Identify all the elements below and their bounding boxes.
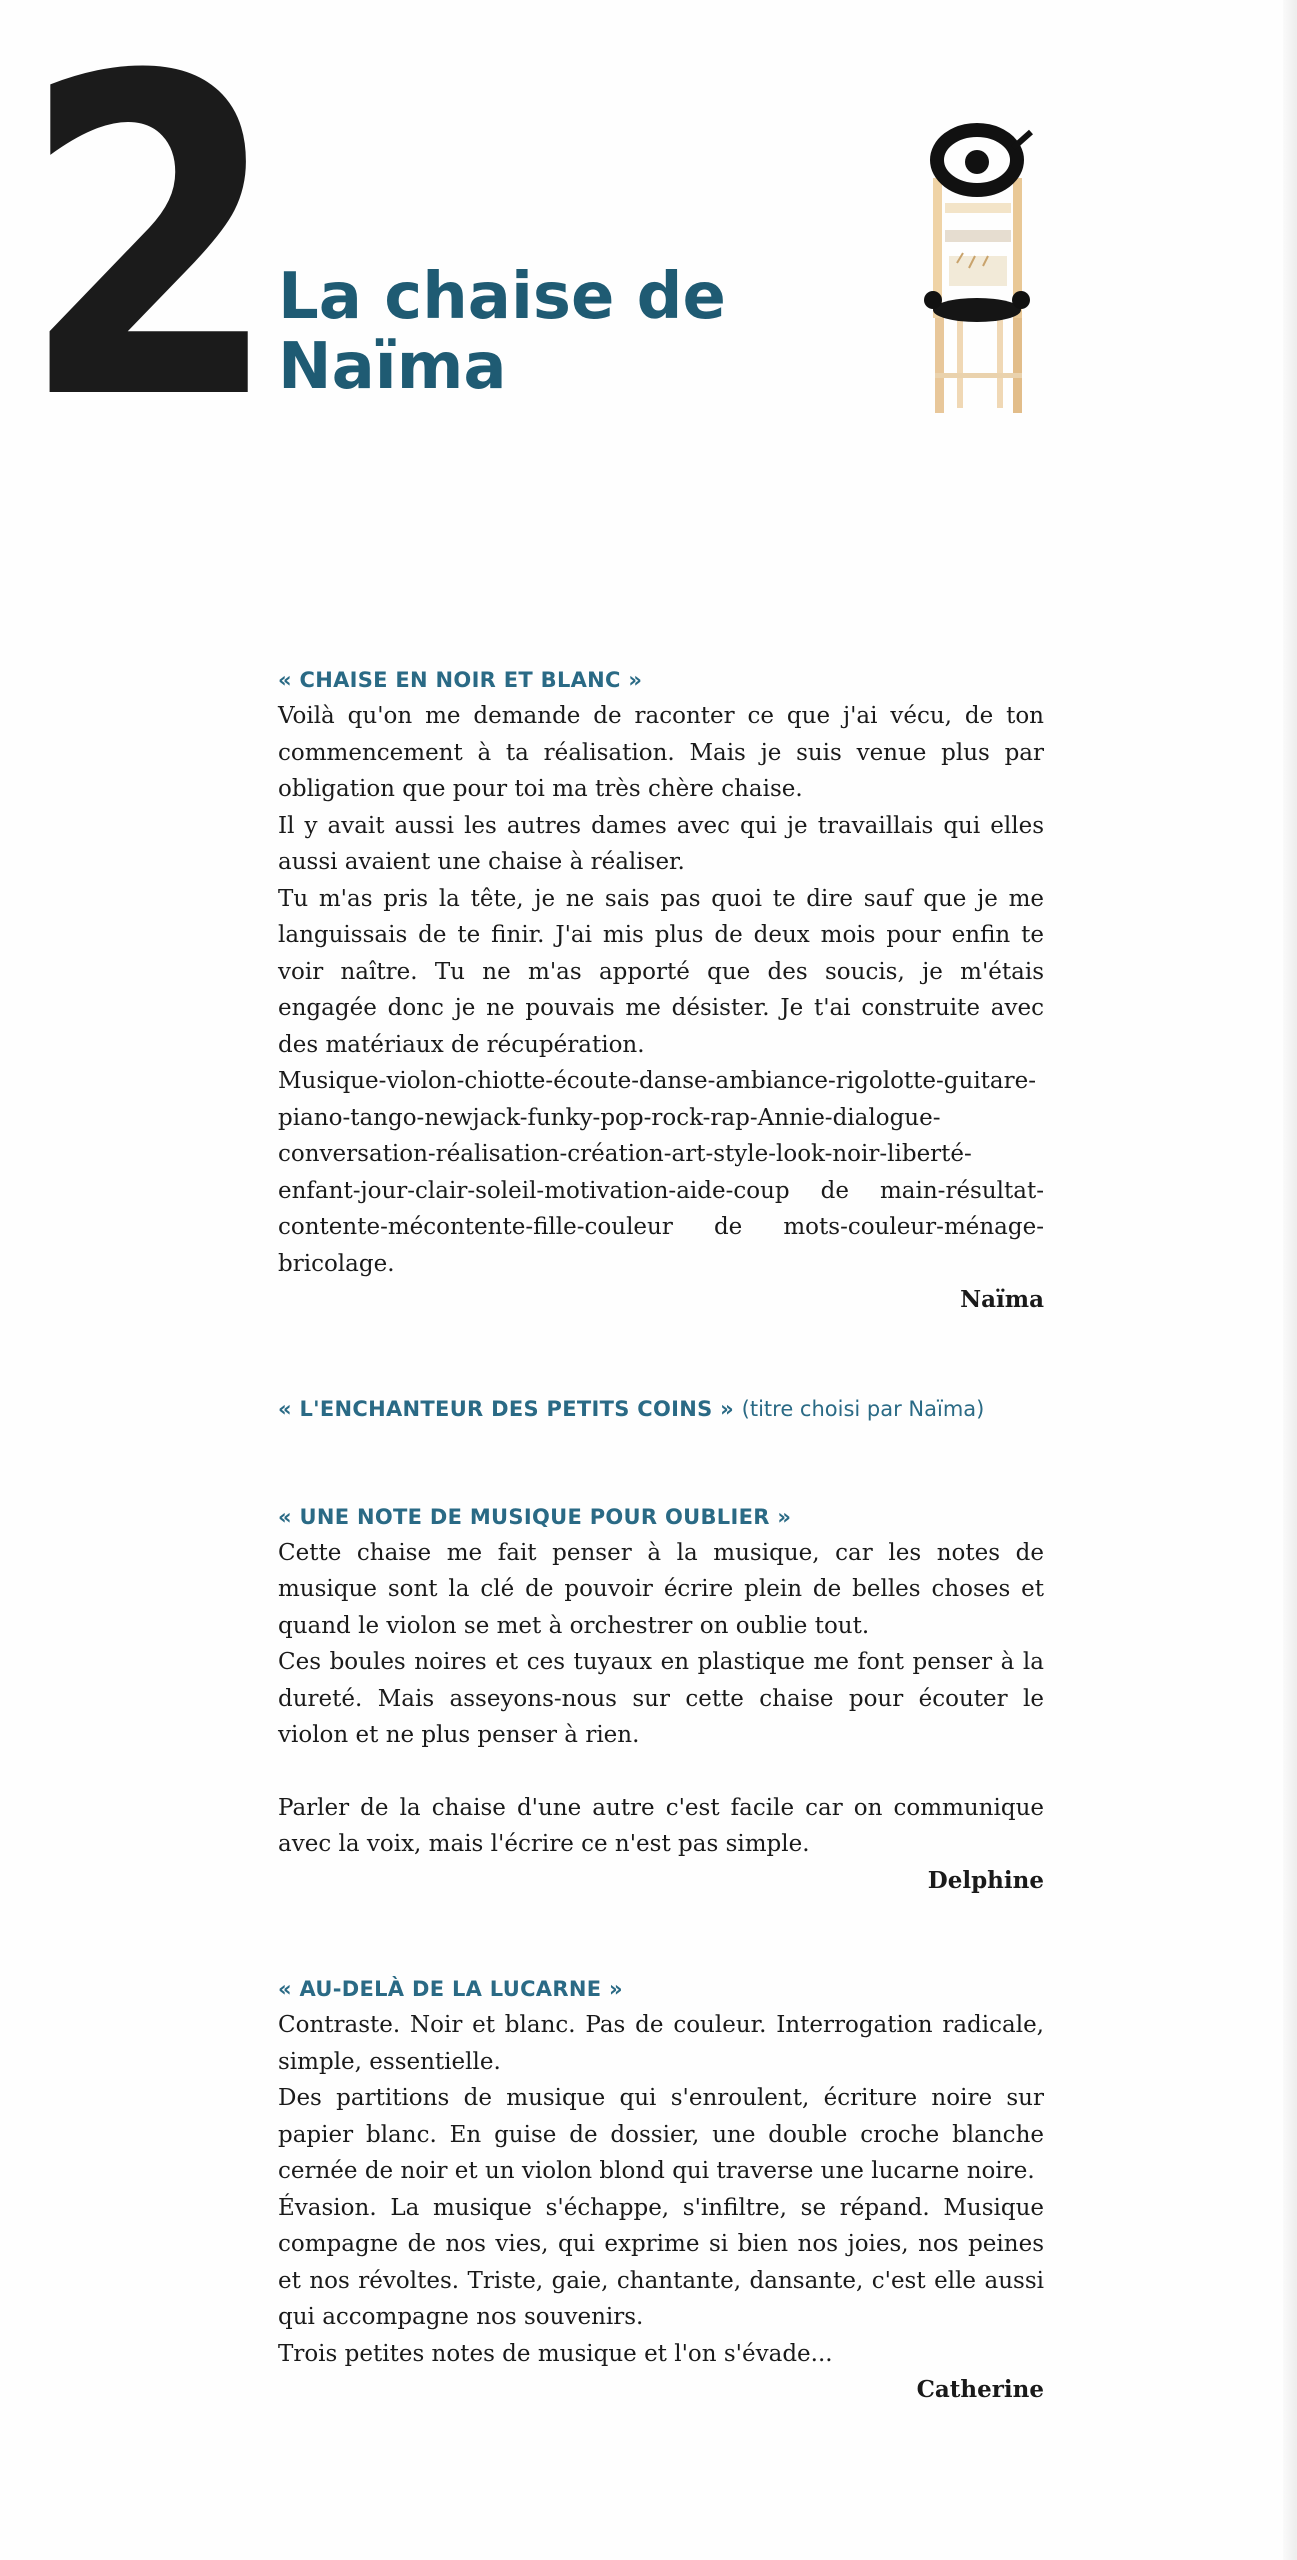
chapter-title-line2: Naïma bbox=[278, 330, 507, 404]
section-heading: « UNE NOTE DE MUSIQUE POUR OUBLIER » bbox=[278, 1504, 792, 1529]
paragraph: Des partitions de musique qui s'enroulent, écriture noire sur papier blanc. En guise de dossier, une double croche blanche cernée de noir et un violon blond qui traverse une lucarne noire. bbox=[278, 2085, 1044, 2184]
paragraph: Tu m'as pris la tête, je ne sais pas quoi te dire sauf que je me languissais de te finir. J'ai mis plus de deux mois pour enfin te voir naître. Tu ne m'as apporté que des soucis, je m'étais engagée donc je ne pouvais me désister. Je t'ai construite avec des matériaux de récupération. bbox=[278, 885, 1044, 1058]
chair-illustration bbox=[905, 118, 1055, 418]
paragraph: Contraste. Noir et blanc. Pas de couleur. Interrogation radicale, simple, essentielle. bbox=[278, 2012, 1044, 2075]
article-body bbox=[278, 662, 1044, 2409]
section-heading: « CHAISE EN NOIR ET BLANC » bbox=[278, 668, 643, 692]
paragraph: Musique-violon-chiotte-écoute-danse-ambiance-rigolotte-guitare-piano-tango-newjack-funky-pop-rock-rap-Annie-dialogue-conversation-réalisation-création-art-style-look-noir-liberté-enfant-jour-clair-soleil-motivation-aide-coup de main-résultat-contente-mécontente-fille-couleur de mots-couleur-ménage-bricolage. bbox=[278, 1068, 1044, 1277]
paragraph: Voilà qu'on me demande de raconter ce que j'ai vécu, de ton commencement à ta réalisation. Mais je suis venue plus par obligation que pour toi ma très chère chaise. bbox=[278, 703, 1044, 802]
chapter-title-line1: La chaise de bbox=[278, 260, 726, 334]
paragraph: Trois petites notes de musique et l'on s'évade... bbox=[278, 2340, 833, 2367]
signature: Delphine bbox=[927, 1866, 1044, 1894]
signature: Catherine bbox=[916, 2376, 1044, 2403]
chapter-number: 2 bbox=[20, 0, 264, 496]
paragraph: Cette chaise me fait penser à la musique, car les notes de musique sont la clé de pouvoir écrire plein de belles choses et quand le violon se met à orchestrer on oublie tout. bbox=[278, 1539, 1044, 1639]
page-edge bbox=[1283, 0, 1297, 2560]
paragraph: Ces boules noires et ces tuyaux en plastique me font penser à la dureté. Mais asseyons-nous sur cette chaise pour écouter le violon et ne plus penser à rien. bbox=[278, 1649, 1044, 1748]
paragraph: Il y avait aussi les autres dames avec qui je travaillais qui elles aussi avaient une chaise à réaliser. bbox=[278, 812, 1044, 875]
signature: Naïma bbox=[960, 1286, 1044, 1313]
paragraph: Parler de la chaise d'une autre c'est facile car on communique avec la voix, mais l'écrire ce n'est pas simple. bbox=[278, 1794, 1044, 1857]
section-heading-note: (titre choisi par Naïma) bbox=[741, 1396, 985, 1421]
section-heading-title: « L'ENCHANTEUR DES PETITS COINS » bbox=[278, 1396, 735, 1421]
section-heading: « AU-DELÀ DE LA LUCARNE » bbox=[278, 1977, 623, 2001]
paragraph: Évasion. La musique s'échappe, s'infiltre, se répand. Musique compagne de nos vies, qui exprime si bien nos joies, nos peines et nos révoltes. Triste, gaie, chantante, dansante, c'est elle aussi qui accompagne nos souvenirs. bbox=[278, 2194, 1044, 2330]
section-heading bbox=[278, 1391, 1044, 1427]
chapter-title bbox=[278, 262, 726, 402]
